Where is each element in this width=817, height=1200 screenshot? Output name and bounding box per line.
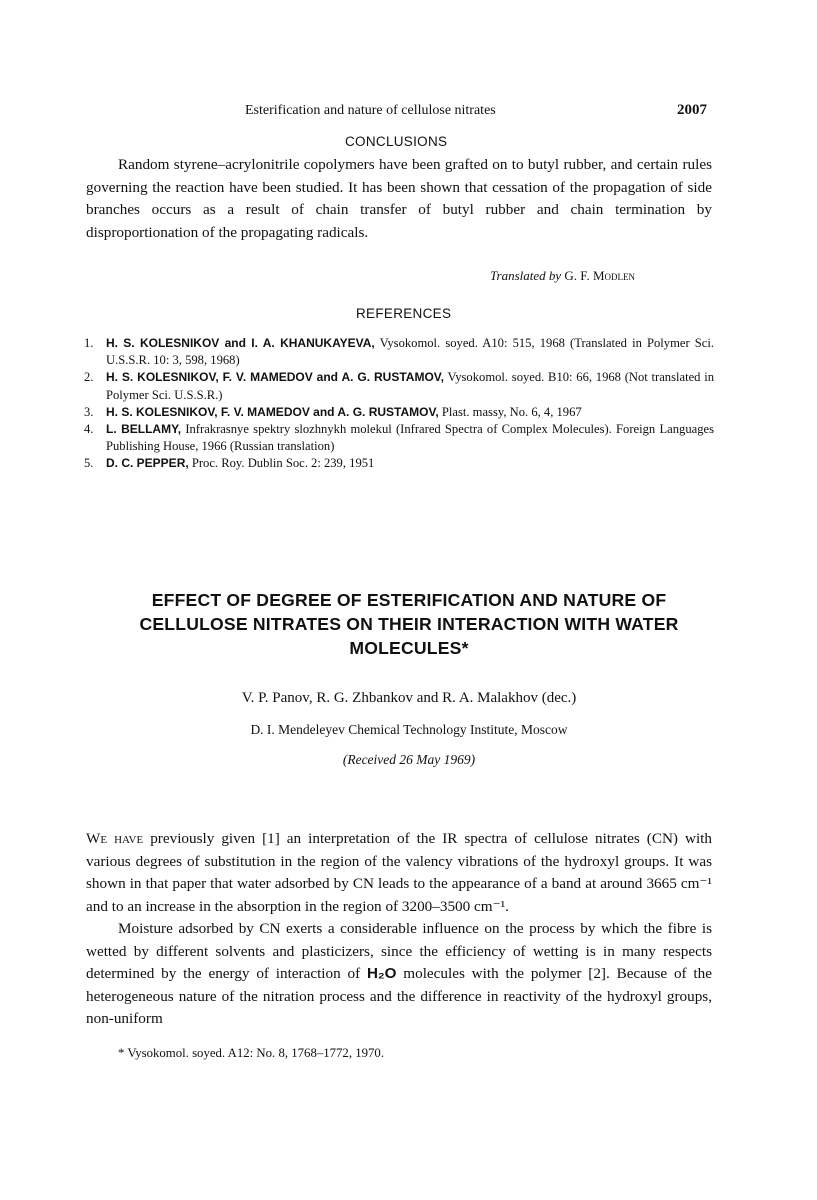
reference-authors: H. S. KOLESNIKOV, F. V. MAMEDOV and A. G. RUSTAMOV, (106, 404, 439, 419)
water-formula: H₂O (366, 965, 397, 982)
running-title: Esterification and nature of cellulose nitrates (245, 103, 496, 118)
translator-name: G. F. Modlen (564, 268, 636, 283)
reference-authors: L. BELLAMY, (106, 422, 182, 437)
reference-citation: Infrakrasnye spektry slozhnykh molekul (Infrared Spectra of Complex Molecules). Foreign Languages Publishing House, 1966 (Russian translation) (106, 422, 715, 454)
reference-item (84, 455, 714, 472)
reference-citation: Vysokomol. soyed. B10: 66, 1968 (Not translated in Polymer Sci. U.S.S.R.) (106, 370, 715, 402)
reference-number: 1. (84, 336, 94, 350)
reference-number: 4. (84, 422, 94, 437)
body-paragraph-2 (86, 918, 712, 1031)
article-authors: V. P. Panov, R. G. Zhbankov and R. A. Malakhov (dec.) (241, 690, 577, 706)
received-date: (Received 26 May 1969) (342, 752, 476, 767)
reference-item (84, 421, 714, 455)
received-label: Received (347, 752, 397, 767)
reference-number: 5. (84, 456, 94, 471)
conclusions-paragraph: Random styrene–acrylonitrile copolymers have been grafted on to butyl rubber, and certain rules governing the reaction have been studied. It has been shown that cessation of the propagation of side branches occurs as a result of chain transfer of butyl rubber and chain termination by disproportionation of the propagating radicals. (86, 156, 712, 241)
page-number: 2007 (677, 102, 707, 118)
reference-number: 3. (84, 404, 94, 419)
reference-authors: H. S. KOLESNIKOV, F. V. MAMEDOV and A. G. RUSTAMOV, (106, 370, 445, 385)
reference-authors: D. C. PEPPER, (106, 456, 189, 471)
conclusions-heading: CONCLUSIONS (345, 134, 448, 149)
article-title: EFFECT OF DEGREE OF ESTERIFICATION AND NATURE OF CELLULOSE NITRATES ON THEIR INTERACTION WITH WATER MOLECULES* (139, 590, 679, 658)
article-affiliation: D. I. Mendeleyev Chemical Technology Institute, Moscow (250, 722, 568, 737)
body-paragraph-1 (86, 828, 712, 918)
paragraph-text: previously given [1] an interpretation of the IR spectra of cellulose nitrates (CN) with various degrees of substitution in the region of the valency vibrations of the hydroxyl groups. It was shown in that paper that water adsorbed by CN leads to the appearance of a band at around 3665 cm⁻¹ and to an increase in the absorption in the region of 3200–3500 cm⁻¹. (86, 830, 712, 915)
translated-by-label: Translated by (490, 268, 562, 283)
references-heading: REFERENCES (356, 306, 452, 321)
translator-credit (490, 268, 635, 284)
footnote: * Vysokomol. soyed. A12: No. 8, 1768–1772, 1970. (118, 1046, 385, 1060)
reference-citation: Vysokomol. soyed. A10: 515, 1968 (Translated in Polymer Sci. U.S.S.R. 10: 3, 598, 1968) (106, 336, 715, 368)
reference-item (84, 404, 714, 421)
lead-words: We have (86, 830, 144, 847)
received-date-value: 26 May 1969 (399, 752, 471, 767)
reference-citation: Plast. massy, No. 6, 4, 1967 (441, 404, 582, 419)
paragraph-text: molecules with the polymer [2]. Because of the heterogeneous nature of the nitration process and the difference in reactivity of the hydroxyl groups, non-uniform (86, 965, 712, 1027)
reference-item (84, 369, 714, 403)
reference-authors: H. S. KOLESNIKOV and I. A. KHANUKAYEVA, (106, 336, 375, 350)
reference-citation: Proc. Roy. Dublin Soc. 2: 239, 1951 (191, 456, 375, 471)
article-body (86, 828, 712, 1031)
paragraph-text: Moisture adsorbed by CN exerts a considerable influence on the process by which the fibre is wetted by different solvents and plasticizers, since the efficiency of wetting is in many respects determined by the energy of interaction of (86, 920, 712, 982)
references-list (84, 335, 714, 473)
reference-number: 2. (84, 370, 94, 385)
reference-item (84, 335, 714, 369)
